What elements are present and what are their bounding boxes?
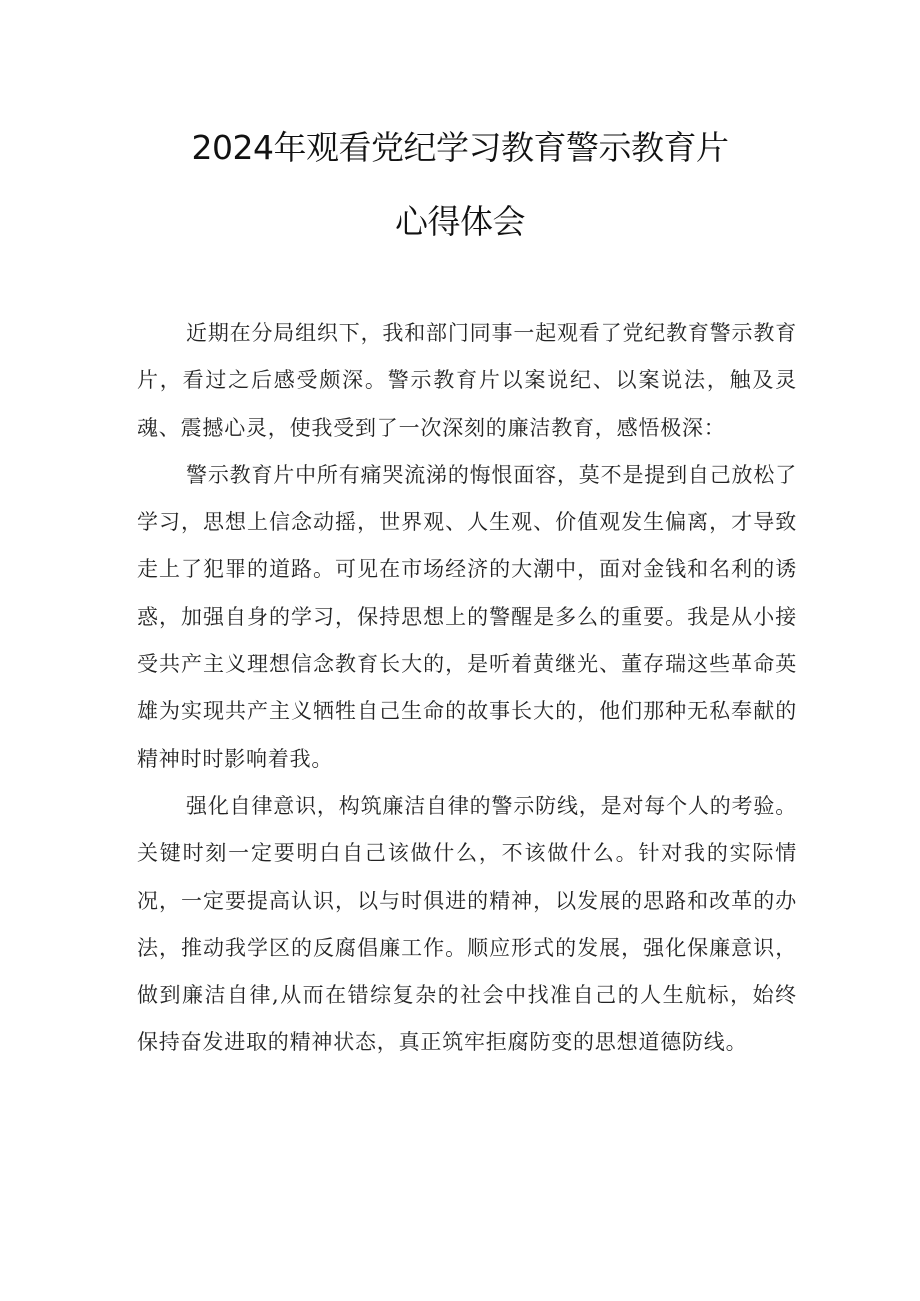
- document-title-line-2: 心得体会: [395, 202, 525, 241]
- document-title-line-1: 2024年观看党纪学习教育警示教育片: [191, 128, 729, 167]
- paragraph-3: 强化自律意识，构筑廉洁自律的警示防线，是对每个人的考验。关键时刻一定要明白自己该做什么，不该做什么。针对我的实际情况，一定要提高认识，以与时俱进的精神，以发展的思路和改革的办法，推动我学区的反腐倡廉工作。顺应形式的发展，强化保廉意识，做到廉洁自律,从而在错综复杂的社会中找准自己的人生航标，始终保持奋发进取的精神状态，真正筑牢拒腐防变的思想道德防线。: [137, 793, 797, 1055]
- paragraph-2: 警示教育片中所有痛哭流涕的悔恨面容，莫不是提到自己放松了学习，思想上信念动摇，世界观、人生观、价值观发生偏离，才导致走上了犯罪的道路。可见在市场经济的大潮中，面对金钱和名利的诱惑，加强自身的学习，保持思想上的警醒是多么的重要。我是从小接受共产主义理想信念教育长大的，是听着黄继光、董存瑞这些革命英雄为实现共产主义牺牲自己生命的故事长大的，他们那种无私奉献的精神时时影响着我。: [137, 462, 797, 771]
- document-body: [137, 310, 797, 1067]
- paragraph-1: 近期在分局组织下，我和部门同事一起观看了党纪教育警示教育片，看过之后感受颇深。警示教育片以案说纪、以案说法，触及灵魂、震撼心灵，使我受到了一次深刻的廉洁教育，感悟极深：: [137, 321, 797, 440]
